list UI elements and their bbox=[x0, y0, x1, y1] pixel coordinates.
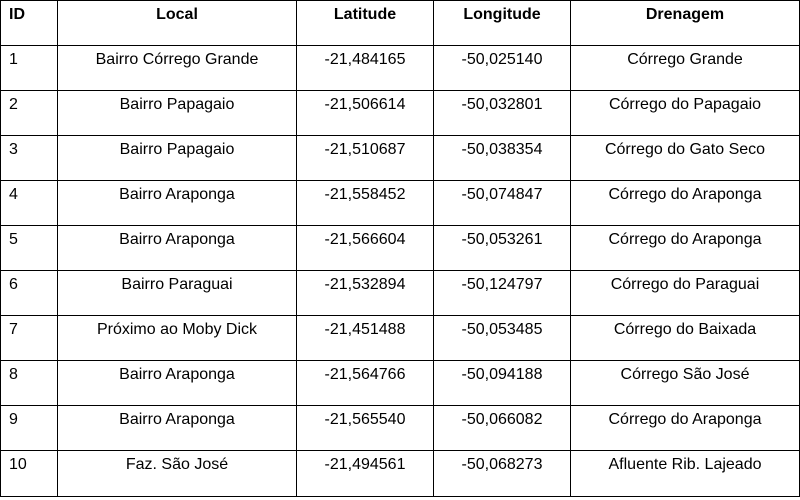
cell-id: 9 bbox=[1, 406, 58, 451]
cell-local: Bairro Araponga bbox=[58, 361, 297, 406]
cell-longitude: -50,094188 bbox=[434, 361, 571, 406]
cell-longitude: -50,038354 bbox=[434, 136, 571, 181]
cell-id: 4 bbox=[1, 181, 58, 226]
table-row bbox=[1, 361, 800, 406]
cell-longitude: -50,066082 bbox=[434, 406, 571, 451]
cell-latitude: -21,532894 bbox=[297, 271, 434, 316]
cell-id: 5 bbox=[1, 226, 58, 271]
cell-latitude: -21,506614 bbox=[297, 91, 434, 136]
cell-local: Bairro Araponga bbox=[58, 406, 297, 451]
cell-latitude: -21,510687 bbox=[297, 136, 434, 181]
cell-local: Faz. São José bbox=[58, 451, 297, 497]
cell-id: 2 bbox=[1, 91, 58, 136]
table-row bbox=[1, 91, 800, 136]
cell-local: Bairro Córrego Grande bbox=[58, 46, 297, 91]
cell-latitude: -21,564766 bbox=[297, 361, 434, 406]
cell-local: Bairro Papagaio bbox=[58, 91, 297, 136]
cell-id: 7 bbox=[1, 316, 58, 361]
table-row bbox=[1, 406, 800, 451]
cell-drenagem: Córrego do Araponga bbox=[571, 406, 800, 451]
cell-latitude: -21,451488 bbox=[297, 316, 434, 361]
cell-longitude: -50,053261 bbox=[434, 226, 571, 271]
cell-drenagem: Córrego do Araponga bbox=[571, 181, 800, 226]
cell-latitude: -21,566604 bbox=[297, 226, 434, 271]
cell-local: Próximo ao Moby Dick bbox=[58, 316, 297, 361]
cell-local: Bairro Araponga bbox=[58, 226, 297, 271]
cell-longitude: -50,025140 bbox=[434, 46, 571, 91]
cell-longitude: -50,053485 bbox=[434, 316, 571, 361]
cell-drenagem: Córrego São José bbox=[571, 361, 800, 406]
cell-id: 3 bbox=[1, 136, 58, 181]
header-row bbox=[1, 1, 800, 46]
column-header-longitude: Longitude bbox=[434, 1, 571, 46]
cell-latitude: -21,565540 bbox=[297, 406, 434, 451]
cell-longitude: -50,124797 bbox=[434, 271, 571, 316]
table-row bbox=[1, 136, 800, 181]
cell-drenagem: Córrego do Araponga bbox=[571, 226, 800, 271]
cell-latitude: -21,494561 bbox=[297, 451, 434, 497]
table-row bbox=[1, 451, 800, 497]
cell-id: 6 bbox=[1, 271, 58, 316]
cell-id: 1 bbox=[1, 46, 58, 91]
cell-drenagem: Córrego do Gato Seco bbox=[571, 136, 800, 181]
column-header-drenagem: Drenagem bbox=[571, 1, 800, 46]
table-row bbox=[1, 271, 800, 316]
table-row bbox=[1, 181, 800, 226]
column-header-id: ID bbox=[1, 1, 58, 46]
cell-latitude: -21,558452 bbox=[297, 181, 434, 226]
cell-latitude: -21,484165 bbox=[297, 46, 434, 91]
table-row bbox=[1, 46, 800, 91]
cell-longitude: -50,068273 bbox=[434, 451, 571, 497]
cell-drenagem: Afluente Rib. Lajeado bbox=[571, 451, 800, 497]
column-header-latitude: Latitude bbox=[297, 1, 434, 46]
cell-local: Bairro Paraguai bbox=[58, 271, 297, 316]
column-header-local: Local bbox=[58, 1, 297, 46]
cell-drenagem: Córrego do Baixada bbox=[571, 316, 800, 361]
table-row bbox=[1, 316, 800, 361]
cell-longitude: -50,032801 bbox=[434, 91, 571, 136]
cell-drenagem: Córrego do Papagaio bbox=[571, 91, 800, 136]
cell-id: 10 bbox=[1, 451, 58, 497]
cell-drenagem: Córrego Grande bbox=[571, 46, 800, 91]
cell-id: 8 bbox=[1, 361, 58, 406]
cell-longitude: -50,074847 bbox=[434, 181, 571, 226]
cell-local: Bairro Papagaio bbox=[58, 136, 297, 181]
cell-drenagem: Córrego do Paraguai bbox=[571, 271, 800, 316]
cell-local: Bairro Araponga bbox=[58, 181, 297, 226]
table-row bbox=[1, 226, 800, 271]
